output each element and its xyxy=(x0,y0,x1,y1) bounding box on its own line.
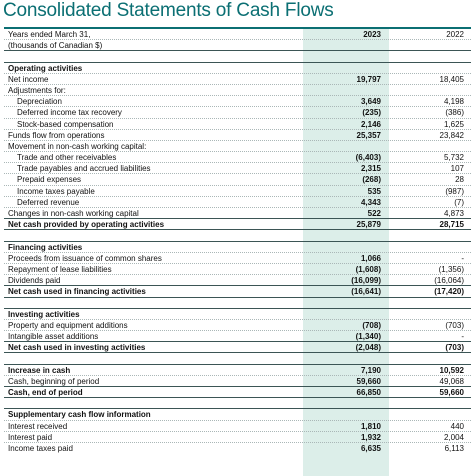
total-label: Net cash used in financing activities xyxy=(8,287,146,297)
row-label: Property and equipment additions xyxy=(8,320,128,330)
section-heading-row xyxy=(4,365,471,376)
value-2022: (7) xyxy=(454,197,464,207)
value-2023: 2,146 xyxy=(360,119,381,129)
value-2023: 19,797 xyxy=(356,74,381,84)
total-label: Net cash used in investing activities xyxy=(8,343,146,353)
row-label: Intangible asset additions xyxy=(8,332,99,342)
value-2023: 3,649 xyxy=(360,97,381,107)
total-2023: 25,879 xyxy=(356,220,381,230)
value-2022: 440 xyxy=(450,421,464,431)
table-header-row-1 xyxy=(4,29,471,40)
total-row xyxy=(4,387,471,398)
total-2022: 59,660 xyxy=(439,388,464,397)
value-2022: 49,068 xyxy=(439,376,464,386)
total-2022: (703) xyxy=(445,343,464,353)
row-label: Trade payables and accrued liabilities xyxy=(17,164,151,174)
value-2022: 5,732 xyxy=(443,153,464,163)
value-2023: (16,099) xyxy=(351,276,381,286)
value-2022: 4,873 xyxy=(443,209,464,218)
row-label: Proceeds from issuance of common shares xyxy=(8,253,162,263)
table-header-row-2 xyxy=(4,40,471,51)
table-row xyxy=(4,208,471,219)
table-row xyxy=(4,331,471,342)
total-row xyxy=(4,219,471,230)
value-2022: 10,592 xyxy=(439,365,464,375)
table-row xyxy=(4,197,471,208)
value-2022: 2,004 xyxy=(443,432,464,442)
value-2023: 522 xyxy=(367,209,381,218)
value-2022: 6,113 xyxy=(444,443,464,453)
row-label: Interest received xyxy=(8,421,68,431)
value-2023: 1,066 xyxy=(360,253,381,263)
row-label: Deferred income tax recovery xyxy=(17,108,122,118)
section-heading-row xyxy=(4,309,471,320)
value-2022: - xyxy=(461,253,464,263)
table-row xyxy=(4,376,471,387)
section-spacer xyxy=(4,398,471,409)
table-row xyxy=(4,96,471,107)
value-2022: - xyxy=(461,332,464,342)
header-period-label: Years ended March 31, xyxy=(8,30,91,39)
value-2023: 59,660 xyxy=(356,376,381,386)
row-label: Deferred revenue xyxy=(17,197,80,207)
table-row xyxy=(4,163,471,174)
section-spacer xyxy=(4,230,471,241)
value-2023: (235) xyxy=(362,108,381,118)
value-2023: 535 xyxy=(367,186,381,196)
section-heading-row xyxy=(4,242,471,253)
total-2023: 66,850 xyxy=(356,388,381,397)
section-heading: Operating activities xyxy=(8,63,83,73)
section-heading-row xyxy=(4,63,471,74)
table-row xyxy=(4,253,471,264)
value-2022: (386) xyxy=(445,108,464,118)
total-label: Cash, end of period xyxy=(8,388,83,397)
row-label: Trade and other receivables xyxy=(17,153,117,163)
header-units-label: (thousands of Canadian $) xyxy=(8,41,103,51)
table-row xyxy=(4,85,471,96)
value-2022: 107 xyxy=(450,164,464,174)
section-heading-row xyxy=(4,409,471,420)
value-2022: (1,356) xyxy=(438,264,464,274)
table-row xyxy=(4,443,471,454)
value-2023: (6,403) xyxy=(355,153,381,163)
total-row xyxy=(4,286,471,297)
section-heading: Financing activities xyxy=(8,242,83,252)
value-2023: 4,343 xyxy=(360,197,381,207)
table-row xyxy=(4,264,471,275)
row-label: Dividends paid xyxy=(8,276,61,286)
table-row xyxy=(4,130,471,141)
value-2023: (1,608) xyxy=(355,264,381,274)
total-2023: (16,641) xyxy=(351,287,381,297)
value-2023: (268) xyxy=(362,175,381,185)
table-row xyxy=(4,141,471,152)
row-label: Repayment of lease liabilities xyxy=(8,264,112,274)
value-2023: 1,932 xyxy=(360,432,381,442)
value-2023: (708) xyxy=(362,320,381,330)
header-2022: 2022 xyxy=(446,30,464,39)
table-row xyxy=(4,275,471,286)
value-2022: 1,625 xyxy=(443,119,464,129)
value-2022: (987) xyxy=(445,186,464,196)
row-label: Adjustments for: xyxy=(8,85,66,95)
value-2022: 23,842 xyxy=(439,130,464,140)
value-2022: 4,198 xyxy=(443,97,464,107)
row-label: Depreciation xyxy=(17,97,62,107)
table-row xyxy=(4,74,471,85)
section-heading: Supplementary cash flow information xyxy=(8,410,151,420)
page-title: Consolidated Statements of Cash Flows xyxy=(3,0,334,21)
row-label: Income taxes payable xyxy=(17,186,95,196)
total-2022: (17,420) xyxy=(434,287,464,297)
section-spacer xyxy=(4,51,471,62)
row-label: Cash, beginning of period xyxy=(8,376,100,386)
table-row xyxy=(4,432,471,443)
row-label: Changes in non-cash working capital xyxy=(8,209,139,218)
header-2023: 2023 xyxy=(363,30,381,39)
table-row xyxy=(4,152,471,163)
section-heading: Increase in cash xyxy=(8,365,71,375)
row-label: Funds flow from operations xyxy=(8,130,105,140)
section-spacer xyxy=(4,353,471,364)
value-2022: (16,064) xyxy=(434,276,464,286)
value-2023: 25,357 xyxy=(356,130,381,140)
total-2023: (2,048) xyxy=(355,343,381,353)
row-label: Income taxes paid xyxy=(8,443,73,453)
total-row xyxy=(4,342,471,353)
row-label: Movement in non-cash working capital: xyxy=(8,141,147,151)
table-row xyxy=(4,421,471,432)
table-row xyxy=(4,320,471,331)
row-label: Interest paid xyxy=(8,432,53,442)
section-heading: Investing activities xyxy=(8,309,80,319)
row-label: Stock-based compensation xyxy=(17,119,114,129)
total-2022: 28,715 xyxy=(439,220,464,230)
row-label: Prepaid expenses xyxy=(17,175,82,185)
value-2023: 6,635 xyxy=(360,443,381,453)
section-spacer xyxy=(4,298,471,309)
cash-flow-table xyxy=(4,29,471,454)
total-label: Net cash provided by operating activities xyxy=(8,220,165,230)
value-2023: 7,190 xyxy=(360,365,381,375)
value-2022: (703) xyxy=(445,320,464,330)
value-2023: 1,810 xyxy=(360,421,381,431)
value-2023: 2,315 xyxy=(360,164,381,174)
table-row xyxy=(4,119,471,130)
table-row xyxy=(4,174,471,185)
row-label: Net income xyxy=(8,74,49,84)
table-row xyxy=(4,186,471,197)
value-2022: 28 xyxy=(455,175,464,185)
table-row xyxy=(4,107,471,118)
value-2023: (1,340) xyxy=(355,332,381,342)
value-2022: 18,405 xyxy=(439,74,464,84)
